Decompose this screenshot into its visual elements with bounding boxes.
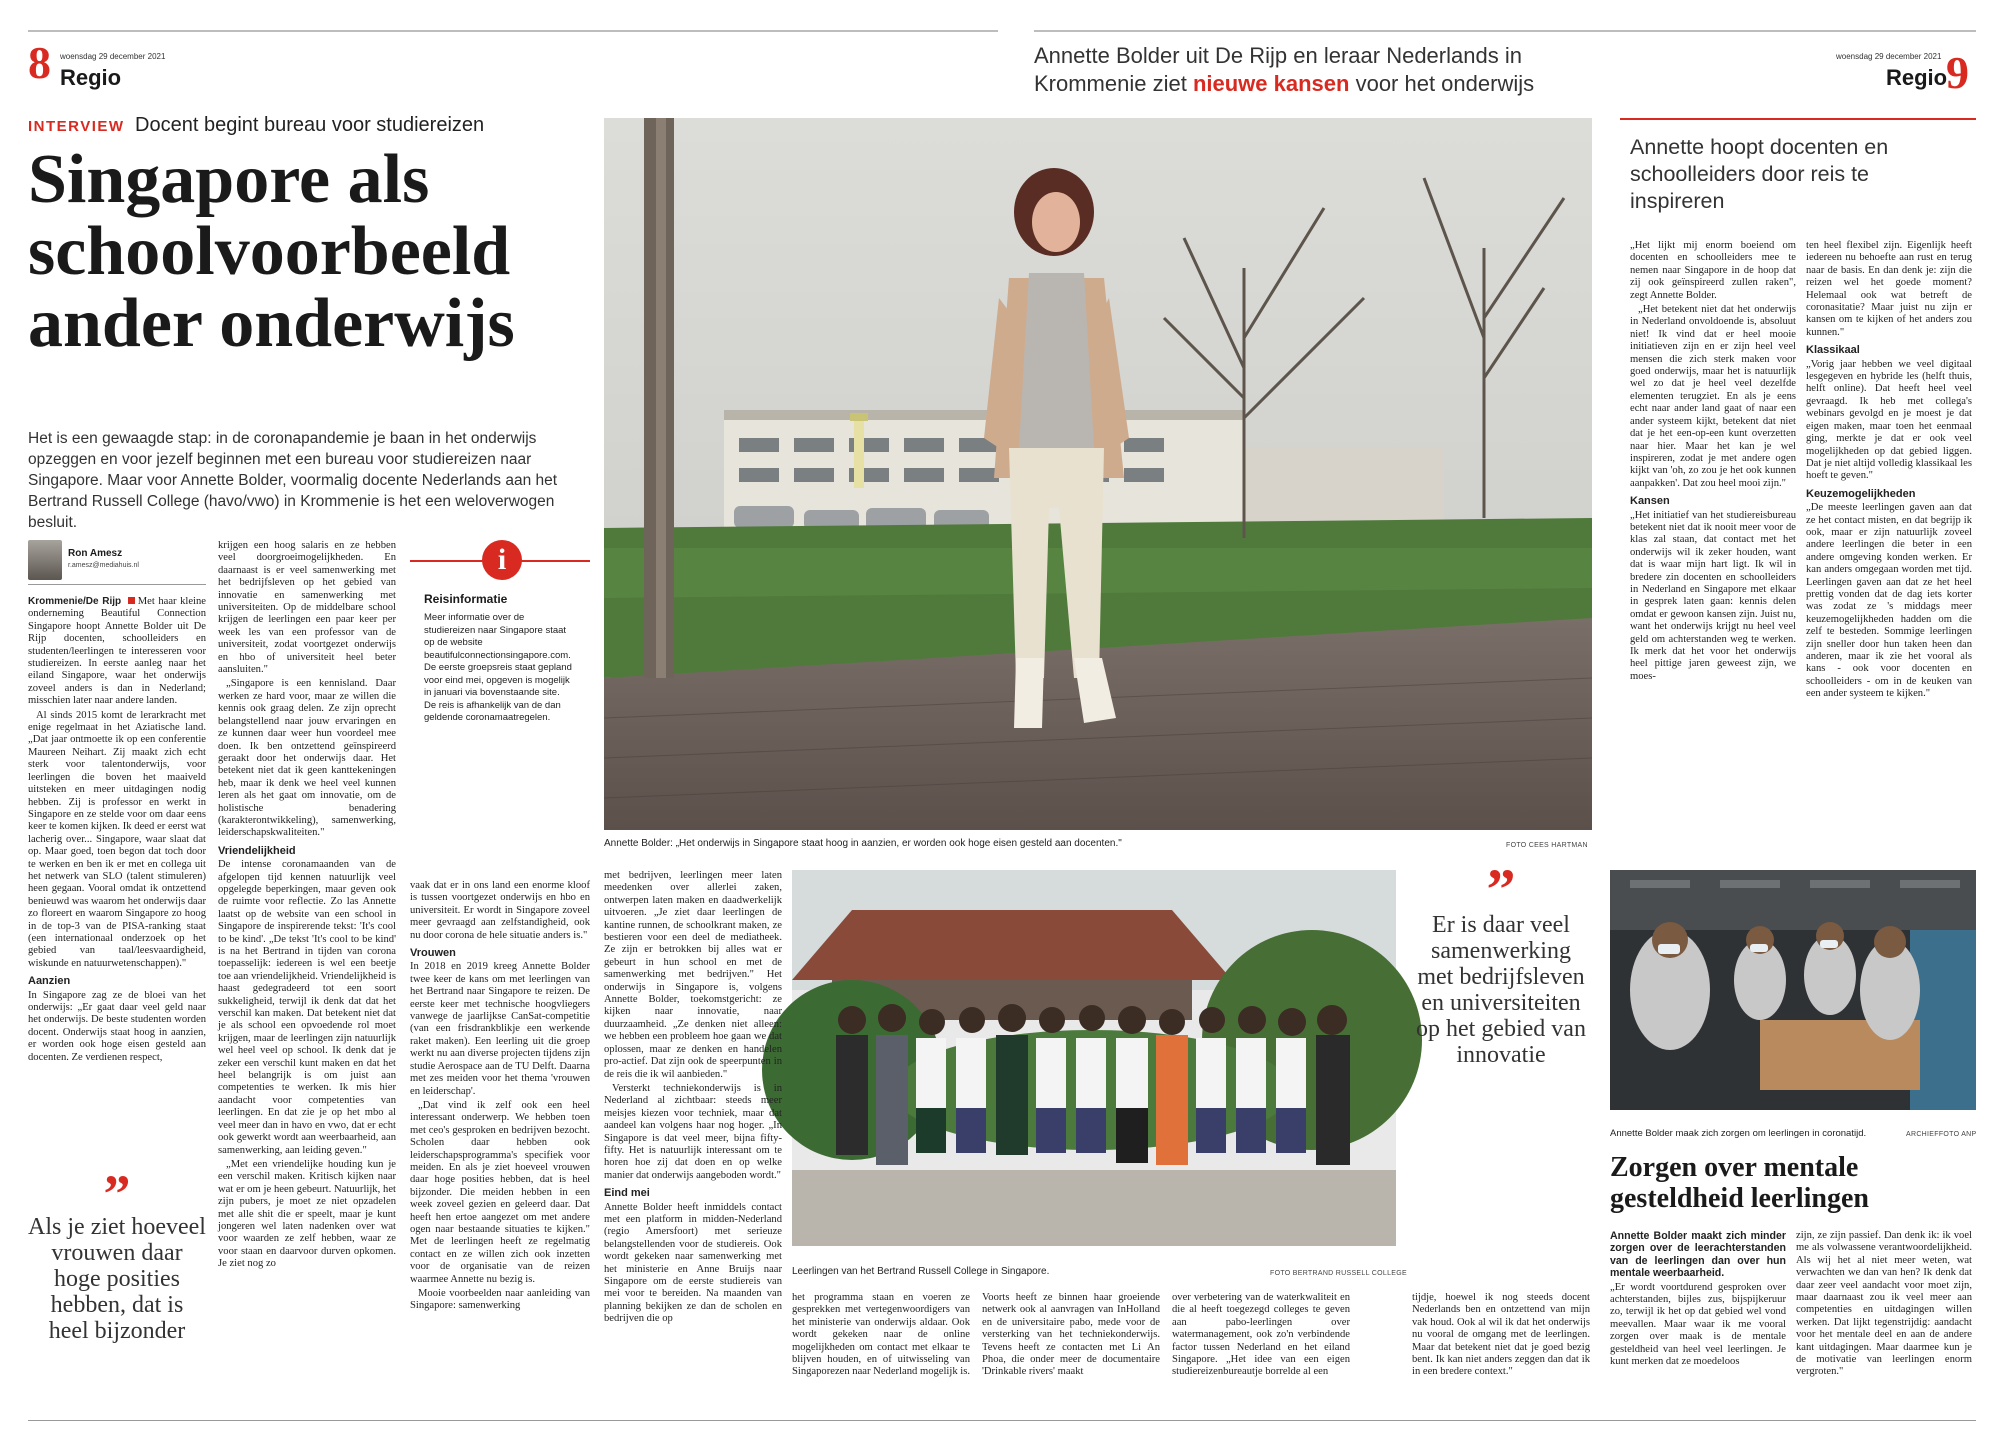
col4-p3: Annette Bolder heeft inmiddels contact met een platform in midden-Nederland (regio Amersfoort) met serieuze belangstellenden voor de studiereis. Ook wordt gekeken naar samenwerking met het ministerie en Anne Bruijs naar Singapore om de eerste studiereis van mei voor te bereiden. Na maanden van planning bekijken ze dan de scholen en bedrijven die op (604, 1201, 782, 1325)
col2-p1: krijgen een hoog salaris en ze hebben veel doorgroeimogelijkheden. En daarnaast is er veel samenwerking met het bedrijfsleven op het gebied van innovatie en samenwerking met universiteiten. Op de middelbare school krijgen de leerlingen een paar keer per week les van een professor van de universiteit, zodat voortgezet onderwijs en hbo of universiteit heel beter aansluiten." (218, 540, 396, 676)
sidebar-a-p2: „Het betekent niet dat het onderwijs in Nederland onvoldoende is, absoluut niet! Ik vind dat er heel mooie initiatieven zijn en er zijn heel veel mensen die zich sterk maken voor goed onderwijs, maar het is natuurlijk wel zo dat je heel veel dezelfde elementen terugziet. En als je eens echt naar ander land gaat of naar een ander systeem kijkt, betekent dat niet dat je het een-op-een kunt overzetten naar hier. Maar het kan je wel inspireren, zodat je met andere ogen kijkt van 'oh, zo zou je het ook kunnen aanpakken'. Dat zou heel mooi zijn." (1630, 304, 1796, 489)
classroom-photo (1610, 870, 1976, 1110)
sidebar-col-b (1806, 240, 1972, 830)
col4-p1: met bedrijven, leerlingen meer laten meedenken over allerlei zaken, ontwerpen laten maken en daadwerkelijk uitvoeren. „Je ziet daar leerlingen de kantine runnen, de schoolkrant maken, ze bestieren voor een deel de mediatheek. Ze zijn er betrokken bij alles wat er gebeurt in hun school en met de samenwerking met bedrijven." Het onderwijs in Singapore is, volgens Annette Bolder, toekomstgericht: ze kijken naar innovatie, naar duurzaamheid. „Ze denken niet alleen: we hebben een probleem hoe gaan we dat oplossen, maar ze denken en handelen pro-actief. Dat zijn ook de speerpunten in de reis die ik wil aanbieden." (604, 870, 782, 1080)
bottom-rule (28, 1420, 1976, 1421)
dateline: Krommenie/De Rijp (28, 596, 122, 607)
group-photo (792, 870, 1396, 1246)
box2-col-1 (1610, 1230, 1786, 1410)
pullquote-2 (1412, 857, 1590, 1068)
box2-lead: Annette Bolder maakt zich minder zorgen over de leerachterstanden van de leerlingen dan over hun mentale weerbaarheid. (1610, 1230, 1786, 1280)
subhead-vriendelijkheid: Vriendelijkheid (218, 844, 296, 857)
classroom-credit: ARCHIEFFOTO ANP (1906, 1131, 1977, 1138)
pullquote-1-text: Als je ziet hoeveel vrouwen daar hoge posities hebben, dat is heel bijzonder (28, 1214, 206, 1344)
box2-col2-text: zijn, ze zijn passief. Dan denk ik: ik voel me als volwassene verantwoordelijkheid. Als wij het al niet meer weten, wat verwachten we dan van hen? Ik denk dat daar zeer veel aandacht voor moet zijn, maar daarnaast zou ik veel meer aan competenties en uitdagingen willen werken. Dat lijkt tegenstrijdig: aandacht voor het mentale deel en aan de andere kant uitdagingen. Maar daarmee kun je de motivatie van leerlingen enorm vergroten." (1796, 1230, 1972, 1378)
bottom-col-4 (1412, 1292, 1590, 1408)
info-text: Meer informatie over de studiereizen naar Singapore staat op de website beautifulconnectionsingapore.com. De eerste groepsreis staat gepland voor eind mei, opgeven is mogelijk in januari via bovenstaande site. De reis is afhankelijk van de dan geldende coronamaatregelen. (424, 612, 572, 723)
teaser-highlight: nieuwe kansen (1192, 71, 1350, 96)
dateline-square (128, 597, 135, 604)
bottom-col-3-text: over verbetering van de waterkwaliteit en die al heeft toegezegd colleges te geven aan pabo-leerlingen over watermanagement, ook zo'n verbindende factor tussen Nederland en het eiland Singapore. „Het idee van een eigen studiereizenbureautje borrelde al een (1172, 1292, 1350, 1378)
subhead-eind-mei: Eind mei (604, 1187, 650, 1200)
quote-mark-icon: ” (103, 1164, 131, 1224)
author-name: Ron Amesz (68, 548, 123, 559)
col1-p1: Met haar kleine onderneming Beautiful Connection Singapore hoopt Annette Bolder uit De Rijp docenten, schoolleiders en studenten/leerlingen te interesseren voor studiereizen. In eerste aanleg naar het eiland Singapore, waar het onderwijs zoveel anders is dan in Nederland; misschien later naar andere landen. (28, 596, 206, 707)
quote-mark-icon: ” (1486, 857, 1516, 922)
author-avatar (28, 540, 62, 580)
col3-p1: vaak dat er in ons land een enorme kloof is tussen voortgezet onderwijs en hbo en universiteit. Er wordt in Singapore zoveel meer gevraagd aan zelfstandigheid, ook nu door corona de hele situatie anders is." (410, 880, 590, 941)
sidebar-b-p2: „Vorig jaar hebben we veel digitaal lesgegeven en hybride les (helft thuis, helft online). Dat heeft heel veel gevraagd. Ik heb met collega's webinars gevolgd en je moest je dat eigen maken, maar toen het eenmaal ging, merkte je dat er ook veel mogelijkheden op dat gebied liggen. Dat je niet altijd volledig klassikaal les hoeft te geven." (1806, 358, 1972, 482)
bottom-col-1-text: het programma staan en voeren ze gesprekken met vertegenwoordigers van het ministerie van onderwijs aldaar. Ook wordt gekeken naar de online mogelijkheden om contact met elkaar te blijven houden, en of uitwisseling van Singaporezen naar Nederland mogelijk is. (792, 1292, 970, 1378)
classroom-photo-image (1610, 870, 1976, 1110)
author-email: r.amesz@mediahuis.nl (68, 562, 139, 569)
bottom-col-2 (982, 1292, 1160, 1408)
section-label-right: Regio (1886, 65, 1948, 90)
col2-p3: De intense coronamaanden van de afgelopen tijd kennen natuurlijk veel opgelegde beperkingen, maar geven ook de ruimte voor reflectie. Zo las Annette laatst op de website van een school in Singapore de inspirerende tekst: 'It's cool to be kind'. „De tekst 'It's cool to be kind' is na het Bertrand in tijden van corona toepasselijk: iedereen is wel een beetje toe aan vriendelijkheid. Vriendelijkheid is haast gedegradeerd tot een soort sukkeligheid, terwijl ik denk dat dat het verschil kan maken. Dat betekent niet dat je als school een opvoedende rol moet krijgen, maar de leerlingen zijn natuurlijk wel heel veel op school. Ik denk dat je zeker een verschil kunt maken en dat het heel belangrijk is om juist aan competenties te werken. Ik mis hier aandacht voor competenties van leerlingen. En dat zie je op het mbo al veel meer dan in havo en vwo, dat er echt ook gewerkt wordt aan weerbaarheid, aan samenwerking, aan leiding geven." (218, 859, 396, 1156)
intro: Het is een gewaagde stap: in de coronapandemie je baan in het onderwijs opzeggen en voor jezelf beginnen met een bureau voor studiereizen naar Singapore. Maar voor Annette Bolder, voormalig docente Nederlands aan het Bertrand Russell College (havo/vwo) in Krommenie is het een weloverwogen besluit. (28, 430, 558, 531)
page-date-right: woensdag 29 december 2021 (1836, 52, 1942, 61)
article-col-2 (218, 540, 396, 1340)
page-number-right: 9 (1946, 47, 1969, 98)
sidebar-top-rule (1620, 118, 1976, 120)
top-rule-left (28, 30, 998, 32)
info-icon: i (482, 540, 522, 580)
main-photo-caption: Annette Bolder: „Het onderwijs in Singapore staat hoog in aanzien, er worden ook hoge eisen gesteld aan docenten." (604, 838, 1122, 849)
bottom-col-2-text: Voorts heeft ze binnen haar groeiende netwerk ook al aanvragen van InHolland en de universitaire pabo, mede voor de versterking van het techniekonderwijs. Tevens heeft ze contacten met Li An Phoa, die onder meer de documentaire 'Drinkable rivers' maakt (982, 1292, 1160, 1378)
col3-p3: „Dat vind ik zelf ook een heel interessant onderwerp. We hebben toen met ceo's gesproken en bedrijven bezocht. Scholen daar hebben ook leiderschapsprogramma's specifiek voor meiden. En als je ziet hoeveel vrouwen daar hoge posities hebben, dat is heel bijzonder. Die meiden hebben in een week zoveel gezien en geleerd daar. Dat heeft hen ertoe aangezet om met andere ogen naar bestaande situaties te kijken." Met de leerlingen heeft ze regelmatig contact en ze willen zich ook inzetten voor de organisatie van de reizen waarmee Annette nu bezig is. (410, 1099, 590, 1285)
headline: Singapore als schoolvoorbeeld ander onderwijs (28, 141, 515, 362)
pullquote-2-text: Er is daar veel samenwerking met bedrijfsleven en universiteiten op het gebied van innovatie (1416, 912, 1586, 1068)
subhead-klassikaal: Klassikaal (1806, 344, 1860, 357)
group-photo-caption: Leerlingen van het Bertrand Russell College in Singapore. (792, 1266, 1050, 1277)
bottom-col-1 (792, 1292, 970, 1408)
classroom-caption: Annette Bolder maak zich zorgen om leerlingen in coronatijd. (1610, 1128, 1867, 1139)
teaser-pre: Annette Bolder uit De Rijp en leraar Nederlands in Krommenie ziet (1034, 43, 1522, 96)
top-rule-right (1034, 30, 1976, 32)
sidebar-a-p3: „Het initiatief van het studiereisbureau betekent niet dat ik nooit meer voor de klas zal staan, dat contact met het onderwijs wil ik zeker houden, want dat is waar mijn hart ligt. Ik wil in bredere zin docenten en schoolleiders in Nederland en Singapore met elkaar in gesprek laten gaan: kennis delen omdat er gewoon kansen zijn. Juist nu, want het onderwijs krijgt nu heel veel geld om achterstanden weg te werken. Ik merk dat het voor het onderwijs heel pittige jaren geweest zijn, we moes- (1630, 509, 1796, 682)
sidebar-b-p1: ten heel flexibel zijn. Eigenlijk heeft iedereen nu behoefte aan rust en terug naar de basis. En dan denk je: zijn die reizen wel het goede moment? Helemaal ook wat betreft de coronasitatie? Maar juist nu zijn er kansen om te kijken of het anders zou kunnen." (1806, 240, 1972, 338)
group-photo-image (792, 870, 1396, 1246)
subhead-vrouwen: Vrouwen (410, 947, 456, 960)
teaser-post: voor het onderwijs (1349, 71, 1535, 96)
col3-p2: In 2018 en 2019 kreeg Annette Bolder twee keer de kans om met leerlingen van het Bertrand naar Singapore te reizen. De eerste keer met technische hoogvliegers vanwege de jaarlijkse CanSat-competitie (van een frisdrankblikje een werkende raket maken). Een leerling uit die groep werkt nu aan diverse projecten tijdens zijn studie Aerospace aan de TU Delft. Daarna met zes meiden voor het thema 'vrouwen en leiderschap'. (410, 961, 590, 1097)
kicker-text: Docent begint bureau voor studiereizen (135, 114, 485, 136)
subhead-aanzien: Aanzien (28, 975, 71, 988)
article-col-4 (604, 870, 782, 1325)
subhead-keuzemogelijkheden: Keuzemogelijkheden (1806, 487, 1916, 500)
group-photo-credit: FOTO BERTRAND RUSSELL COLLEGE (1270, 1270, 1407, 1277)
box2-headline: Zorgen over mentale gesteldheid leerlingen (1610, 1152, 1869, 1214)
info-box (410, 543, 590, 862)
kicker (28, 114, 484, 137)
article-col-1 (28, 596, 206, 1186)
page-number-left: 8 (28, 37, 51, 88)
sidebar-a-p1: „Het lijkt mij enorm boeiend om docenten en schoolleiders mee te nemen naar Singapore in de hoop dat zij ook geïnspireerd zullen raken", zegt Annette Bolder. (1630, 240, 1796, 301)
pullquote-1 (28, 1164, 206, 1344)
main-photo (604, 118, 1592, 830)
sidebar-heading: Annette hoopt docenten en schoolleiders door reis te inspireren (1630, 135, 1889, 213)
kicker-label: INTERVIEW (28, 118, 125, 135)
box2-col-2 (1796, 1230, 1972, 1410)
subhead-kansen: Kansen (1630, 495, 1670, 508)
page-date-left: woensdag 29 december 2021 (60, 52, 166, 61)
col1-p2: Al sinds 2015 komt de lerarkracht met enige regelmaat in het Aziatische land. „Dat jaar ontmoette ik op een conferentie Maureen Neihart. Zij maakt zich echt sterk voor talentonderwijs, voor leerlingen die boven het maaiveld uitsteken en meer uitdagingen nodig hebben. Zij is professor en werkt in Singapore en ze stelde voor om daar eens keer te komen kijken. Ik deed er eerst wat lacherig over... Singapore, waar slaat dat op. Maar goed, toen begon dat toch door te werken en ben ik er met en collega uit het netwerk van SLO (talent stimuleren) heen gegaan. Vooral omdat ik ontzettend benieuwd was waarom het onderwijs daar zo floreert en waarom Singapore zo hoog in de top-3 van de PISA-ranking staat (een internationaal onderzoek op het gebied van taal/leesvaardigheid, wiskunde en natuurwetenschappen)." (28, 709, 206, 969)
col1-p3: In Singapore zag ze de bloei van het onderwijs: „Er gaat daar veel geld naar het onderwijs. De beste studenten worden docent. Onderwijs staat hoog in aanzien, er worden ook hoge eisen gesteld aan docenten. Ze verdienen respect, (28, 989, 206, 1063)
main-photo-image (604, 118, 1592, 830)
col3-p4: Mooie voorbeelden naar aanleiding van Singapore: samenwerking (410, 1288, 590, 1312)
bottom-col-3 (1172, 1292, 1350, 1408)
sidebar-b-p3: „De meeste leerlingen gaven aan dat ze het contact misten, en dat begrijp ik ook, maar er zijn natuurlijk zoveel andere leerlingen die beter in een andere omgeving konden werken. Er kan anders omgegaan worden met tijd. Leerlingen gaven aan dat ze het heel prettig vonden dat de dag iets korter was zodat ze 's middags meer keuzemogelijkheden hadden om die zelf te besteden. Sommige leerlingen zijn sneller door hun taken heen dan anderen, maar ik zie het vooral als kans - ook voor docenten en schoolleiders - om in de keuken van een ander systeem te kijken." (1806, 502, 1972, 700)
teaser (1034, 42, 1594, 98)
col2-p2: „Singapore is een kennisland. Daar werken ze hard voor, maar ze willen die kennis ook graag delen. Ze zijn oprecht belangstellend naar jouw ervaringen en ze kunnen daar weer hun voordeel mee doen. Ik ben ontzettend geïnspireerd geraakt door het onderwijs daar. Het betekent niet dat ik geen kanttekeningen heb, maar ik denk we heel veel kunnen leren als het gaat om innovatie, om de holistische benadering (karakterontwikkeling), samenwerking, leiderschapskwaliteiten." (218, 678, 396, 839)
article-col-3 (410, 880, 590, 1340)
col2-p4: „Met een vriendelijke houding kun je een verschil maken. Kritisch kijken naar wat er om je heen gebeurt. Natuurlijk, het zijn pubers, je moet ze niet opzadelen met alle shit die er speelt, maar je kunt jongeren wel laten nadenken over wat voor waarden ze zelf hebben, waar ze voor staan en daarvoor durven opkomen. Je ziet nog zo (218, 1158, 396, 1270)
main-photo-credit: FOTO CEES HARTMAN (1506, 842, 1588, 849)
info-title: Reisinformatie (424, 592, 508, 606)
byline-rule (28, 584, 206, 585)
sidebar-col-a (1630, 240, 1796, 830)
section-label-left: Regio (60, 65, 122, 90)
box2-col1-text: „Er wordt voortdurend gesproken over achterstanden, bijles zus, bijspijkeruur zo, terwijl ik het op dat gebied wel vond meevallen. Maar waar ik me vooral zorgen over maak is de mentale gesteldheid van heel veel leerlingen. Je kunt merken dat ze moedeloos (1610, 1281, 1786, 1368)
bottom-col-4-text: tijdje, hoewel ik nog steeds docent Nederlands ben en ontzettend van mijn vak houd. Ook al wil ik dat het onderwijs nu vooral de omgang met de leerlingen. Maar dat betekent niet dat je goed bezig bent. Ik kan niet anders zeggen dan dat ik in een bredere context." (1412, 1292, 1590, 1378)
col4-p2: Versterkt techniekonderwijs is in Nederland al zichtbaar: steeds meer meisjes kiezen voor techniek, maar dat aandeel kan volgens haar nog hoger. „In Singapore is dat veel meer, bijna fifty-fifty. Het is natuurlijk interessant om te horen hoe zij dat doen en op welke manier dat onderwijs aangeboden wordt." (604, 1082, 782, 1181)
